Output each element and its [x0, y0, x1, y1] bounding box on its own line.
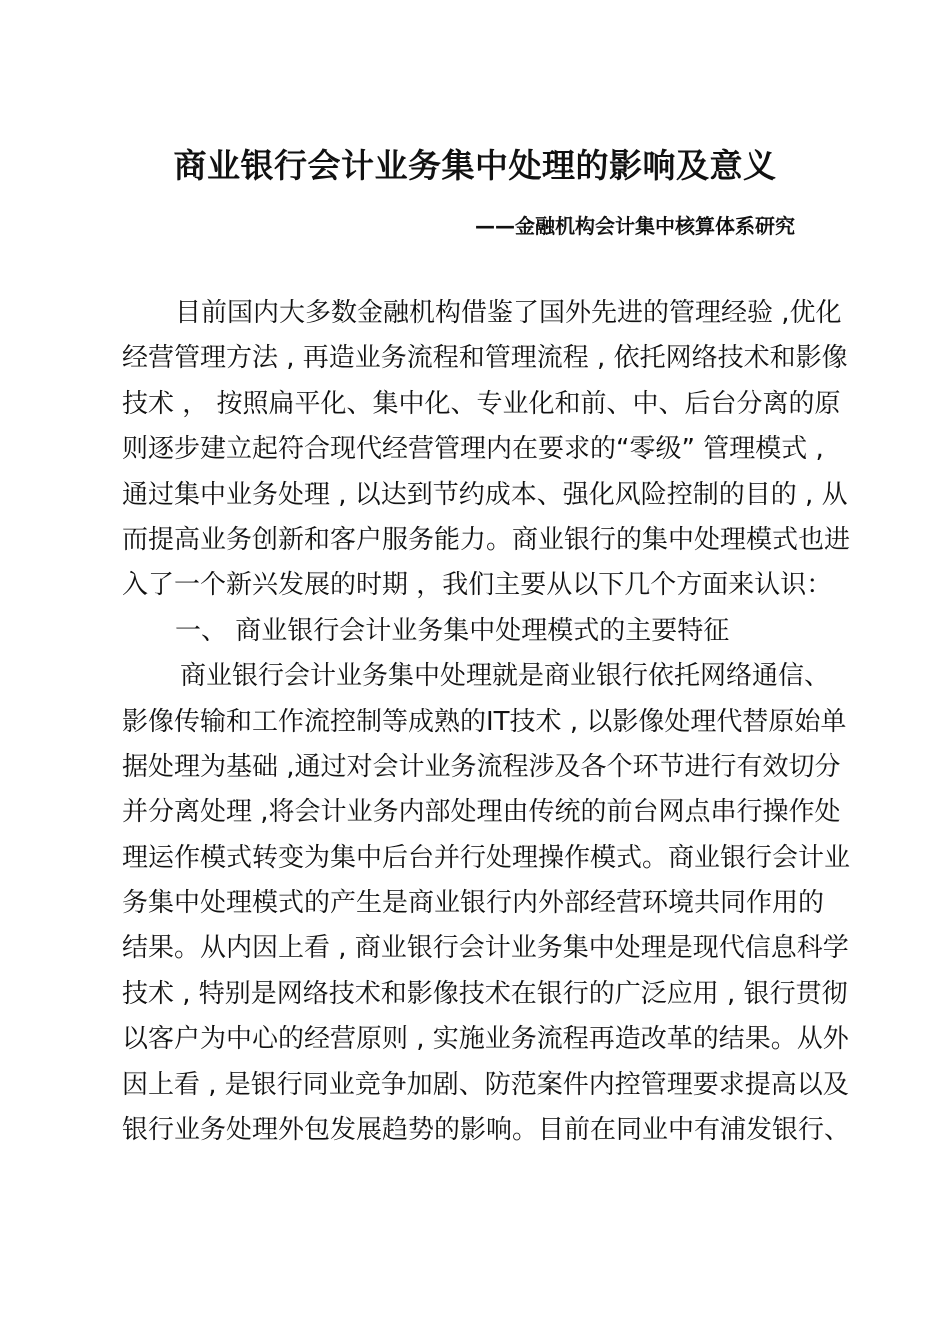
text-line: 而提高业务创新和客户服务能力。商业银行的集中处理模式也进 — [122, 524, 851, 555]
text-line: 则逐步建立起符合现代经营管理内在要求的“零级” 管理模式 , — [122, 434, 824, 465]
text-line: 结果。从内因上看 , 商业银行会计业务集中处理是现代信息科学 — [122, 933, 849, 964]
text-line: 入了一个新兴发展的时期 ，我们主要从以下几个方面来认识： — [122, 570, 833, 601]
text-line: 目前国内大多数金融机构借鉴了国外先进的管理经验 ,优化 — [175, 298, 842, 328]
text-line: 经营管理方法 , 再造业务流程和管理流程 , 依托网络技术和影像 — [122, 343, 848, 374]
document-subtitle: ——金融机构会计集中核算体系研究 — [475, 214, 795, 238]
text-line: 影像传输和工作流控制等成熟的IT技术 , 以影像处理代替原始单 — [122, 706, 847, 737]
text-line: 并分离处理 ,将会计业务内部处理由传统的前台网点串行操作处 — [122, 797, 841, 828]
text-line: 通过集中业务处理 , 以达到节约成本、强化风险控制的目的 , 从 — [122, 479, 848, 510]
section-heading: 一、 商业银行会计业务集中处理模式的主要特征 — [175, 615, 730, 646]
text-line: 理运作模式转变为集中后台并行处理操作模式。商业银行会计业 — [122, 842, 851, 873]
paragraph-intro — [122, 291, 851, 609]
paragraph-section1 — [122, 654, 851, 1153]
text-line: 以客户为中心的经营原则 , 实施业务流程再造改革的结果。从外 — [122, 1024, 849, 1055]
text-line: 银行业务处理外包发展趋势的影响。目前在同业中有浦发银行、 — [122, 1115, 851, 1146]
text-line: 据处理为基础 ,通过对会计业务流程涉及各个环节进行有效切分 — [122, 751, 841, 782]
document-title: 商业银行会计业务集中处理的影响及意义 — [173, 146, 777, 185]
text-line: 商业银行会计业务集中处理就是商业银行依托网络通信、 — [180, 661, 831, 692]
text-line: 技术 , 特别是网络技术和影像技术在银行的广泛应用 , 银行贯彻 — [122, 978, 848, 1009]
text-line: 因上看 , 是银行同业竞争加剧、防范案件内控管理要求提高以及 — [122, 1069, 849, 1100]
text-line: 务集中处理模式的产生是商业银行内外部经营环境共同作用的 — [122, 888, 825, 919]
text-line: 技术 ， 按照扁平化、集中化、专业化和前、中、后台分离的原 — [122, 388, 841, 419]
document-body — [122, 291, 851, 1153]
